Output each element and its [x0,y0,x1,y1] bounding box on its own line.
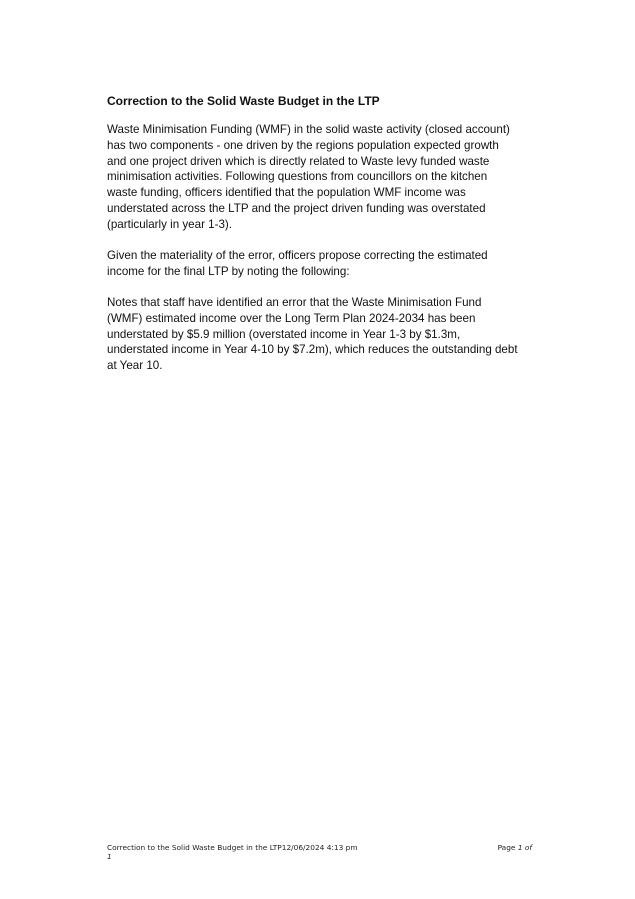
document-title: Correction to the Solid Waste Budget in the LTP [107,94,380,108]
paragraph-notes [107,295,537,374]
paragraph-line: understated by $5.9 million (overstated income in Year 1-3 by $1.3m, [107,327,461,341]
paragraph-line: at Year 10. [107,359,163,373]
footer-page-indicator [498,843,532,852]
paragraph-line: minimisation activities. Following questions from councillors on the kitchen [107,170,488,184]
paragraph-line: Notes that staff have identified an error that the Waste Minimisation Fund [107,296,482,309]
paragraph-line: income for the final LTP by noting the following: [107,264,350,278]
paragraph-line: understated across the LTP and the project driven funding was overstated [107,201,486,215]
paragraph-line: (WMF) estimated income over the Long Term Plan 2024-2034 has been [107,311,476,325]
paragraph-line: Given the materiality of the error, officers propose correcting the estimated [107,249,488,262]
paragraph-materiality [107,248,537,280]
paragraph-line: Waste Minimisation Funding (WMF) in the solid waste activity (closed account) [107,123,510,136]
paragraph-line: understated income in Year 4-10 by $7.2m), which reduces the outstanding debt [107,343,518,357]
paragraph-line: and one project driven which is directly related to Waste levy funded waste [107,154,490,168]
footer-doc-info: Correction to the Solid Waste Budget in the LTP12/06/2024 4:13 pm [107,843,358,852]
footer-page-label: Page [497,843,518,852]
paragraph-line: waste funding, officers identified that the population WMF income was [107,186,466,200]
footer-page-number: 1 [517,843,523,852]
paragraph-line: has two components - one driven by the regions population expected growth [107,138,499,152]
footer-page-total: 1 [107,852,112,861]
paragraph-line: (particularly in year 1-3). [107,217,232,231]
footer-of-label: of [522,843,532,852]
paragraph-wmf-components [107,122,537,233]
